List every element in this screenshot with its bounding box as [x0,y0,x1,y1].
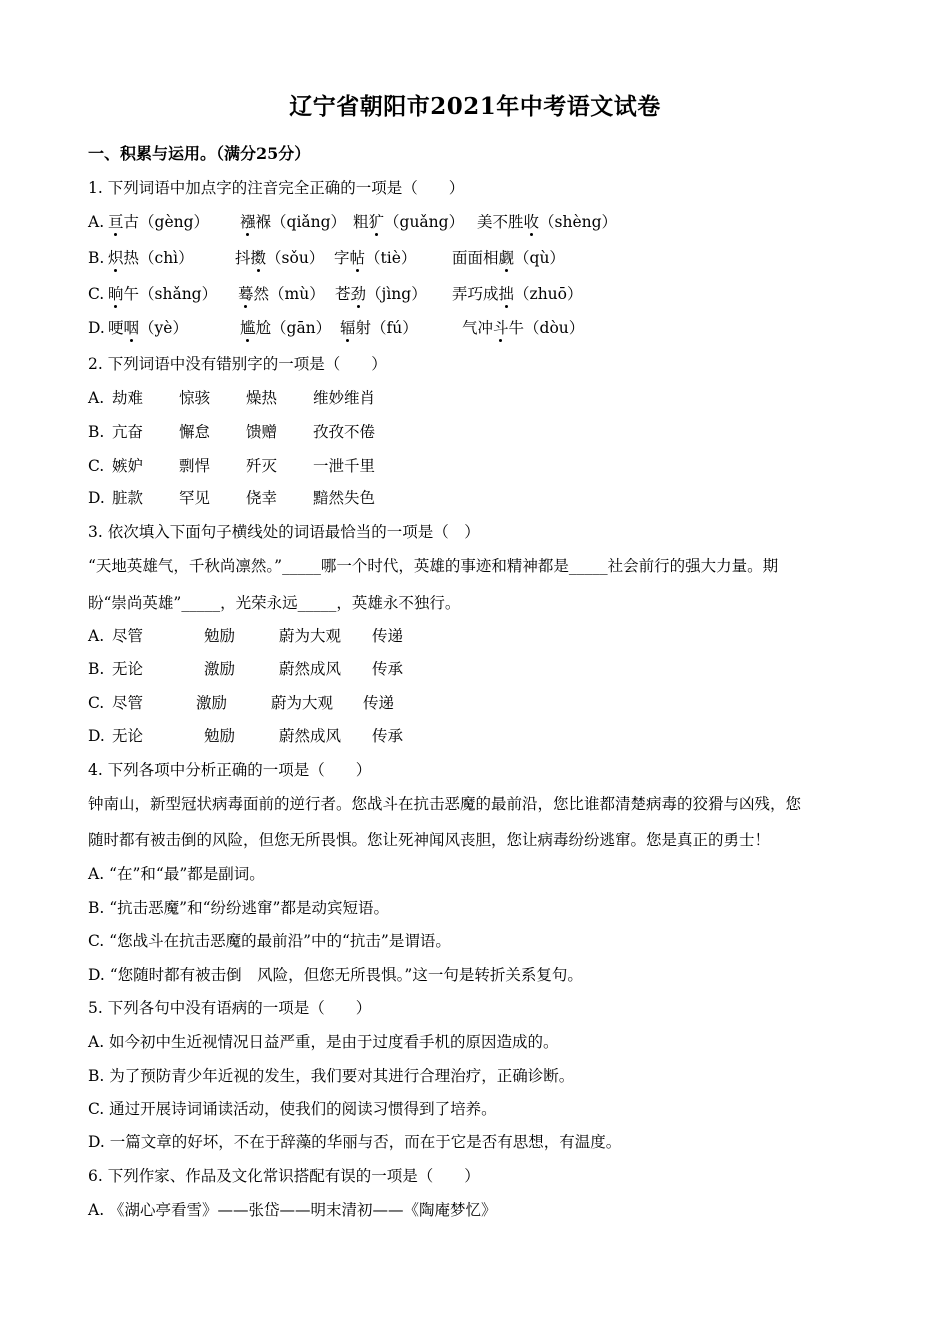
q2-option-a[interactable] [88,387,588,409]
q4-option-a[interactable]: A. “在”和“最”都是副词。 [88,865,265,883]
word-3: 字帖（tiè） [334,249,417,267]
q3-option-d[interactable] [88,725,588,747]
word-2: 懈怠 [179,423,211,441]
word-4: 黯然失色 [313,489,376,507]
word-2: 襁褓（qiǎng） [240,213,347,231]
word-1: 炽热（chì） [108,249,194,267]
q5-option-b[interactable]: B. 为了预防青少年近视的发生，我们要对其进行合理治疗，正确诊断。 [88,1067,575,1085]
q3-option-c[interactable] [88,692,588,714]
question-6-stem: 6. 下列作家、作品及文化常识搭配有误的一项是（ ） [88,1167,480,1185]
option-label: A. [88,627,105,645]
word-2: 罕见 [179,489,211,507]
word-4: 面面相觑（qù） [452,249,565,267]
word-4: 一泄千里 [313,457,376,475]
option-label: D. [88,489,105,507]
q3-option-a[interactable] [88,625,588,647]
word-4: 传承 [372,727,404,745]
q2-option-d[interactable] [88,487,588,509]
option-label: C. [88,694,105,712]
q5-option-a[interactable]: A. 如今初中生近视情况日益严重，是由于过度看手机的原因造成的。 [88,1033,559,1051]
q4-passage-line-1: 钟南山，新型冠状病毒面前的逆行者。您战斗在抗击恶魔的最前沿，您比谁都清楚病毒的狡猾与凶残，您 [88,795,802,813]
word-1: 晌午（shǎng） [108,285,218,303]
option-label: A. [88,389,105,407]
question-1-stem: 1. 下列词语中加点字的注音完全正确的一项是（ ） [88,179,465,197]
word-4: 气冲斗牛（dòu） [462,319,585,337]
q1-option-a[interactable] [88,211,868,233]
word-2: 尴尬（gān） [240,319,332,337]
word-4: 美不胜收（shèng） [477,213,618,231]
word-3: 苍劲（jìng） [335,285,427,303]
word-1: 劫难 [112,389,144,407]
option-label: C. [88,457,105,475]
word-2: 蓦然（mù） [238,285,325,303]
option-label: D. [88,727,105,745]
page-title: 辽宁省朝阳市2021年中考语文试卷 [289,93,661,120]
word-3: 粗犷（guǎng） [353,213,465,231]
word-2: 惊骇 [179,389,211,407]
q4-option-c[interactable]: C. “您战斗在抗击恶魔的最前沿”中的“抗击”是谓语。 [88,932,451,950]
word-1: 尽管 [112,627,144,645]
q3-option-b[interactable] [88,658,588,680]
word-4: 维妙维肖 [313,389,376,407]
word-2: 激励 [204,660,236,678]
q6-option-a[interactable]: A. 《湖心亭看雪》——张岱——明末清初——《陶庵梦忆》 [88,1201,497,1219]
option-label: A. [88,213,105,231]
word-1: 亢奋 [112,423,144,441]
word-3: 蔚为大观 [271,694,334,712]
word-1: 无论 [112,727,144,745]
option-label: B. [88,249,105,267]
q5-option-c[interactable]: C. 通过开展诗词诵读活动，使我们的阅读习惯得到了培养。 [88,1100,497,1118]
word-3: 蔚然成风 [279,727,342,745]
word-3: 蔚为大观 [279,627,342,645]
option-label: B. [88,423,105,441]
q1-option-d[interactable] [88,317,868,339]
q2-option-c[interactable] [88,455,588,477]
q2-option-b[interactable] [88,421,588,443]
q4-option-d[interactable]: D. “您随时都有被击倒 风险，但您无所畏惧。”这一句是转折关系复句。 [88,966,583,984]
word-1: 脏款 [112,489,144,507]
question-4-stem: 4. 下列各项中分析正确的一项是（ ） [88,761,372,779]
word-2: 激励 [196,694,228,712]
word-3: 燥热 [246,389,278,407]
word-1: 嫉妒 [112,457,144,475]
word-2: 勉励 [204,627,236,645]
question-2-stem: 2. 下列词语中没有错别字的一项是（ ） [88,355,387,373]
word-3: 蔚然成风 [279,660,342,678]
q4-option-b[interactable]: B. “抗击恶魔”和“纷纷逃窜”都是动宾短语。 [88,899,389,917]
word-3: 侥幸 [246,489,278,507]
q3-passage-line-1: “天地英雄气，千秋尚凛然。”_____哪一个时代，英雄的事迹和精神都是_____社会前行的强大力量。期 [88,557,779,575]
question-3-stem: 3. 依次填入下面句子横线处的词语最恰当的一项是（ ） [88,523,480,541]
word-1: 尽管 [112,694,144,712]
q5-option-d[interactable]: D. 一篇文章的好坏，不在于辞藻的华丽与否，而在于它是否有思想，有温度。 [88,1133,622,1151]
word-4: 孜孜不倦 [313,423,376,441]
word-1: 无论 [112,660,144,678]
word-4: 传承 [372,660,404,678]
word-1: 亘古（gèng） [108,213,210,231]
word-4: 传递 [372,627,404,645]
word-2: 勉励 [204,727,236,745]
q3-passage-line-2: 盼“崇尚英雄”_____，光荣永远_____，英雄永不独行。 [88,594,461,612]
option-label: C. [88,285,105,303]
word-3: 馈赠 [246,423,278,441]
word-3: 辐射（fú） [340,319,418,337]
q1-option-c[interactable] [88,283,868,305]
word-2: 剽悍 [179,457,211,475]
section-heading: 一、积累与运用。（满分25分） [88,144,311,163]
q1-option-b[interactable] [88,247,868,269]
option-label: D. [88,319,105,337]
word-4: 传递 [363,694,395,712]
option-label: B. [88,660,105,678]
question-5-stem: 5. 下列各句中没有语病的一项是（ ） [88,999,372,1017]
word-4: 弄巧成拙（zhuō） [452,285,583,303]
q4-passage-line-2: 随时都有被击倒的风险，但您无所畏惧。您让死神闻风丧胆，您让病毒纷纷逃窜。您是真正的勇士！ [88,831,771,849]
word-1: 哽咽（yè） [108,319,188,337]
word-3: 歼灭 [246,457,278,475]
word-2: 抖擞（sǒu） [235,249,325,267]
